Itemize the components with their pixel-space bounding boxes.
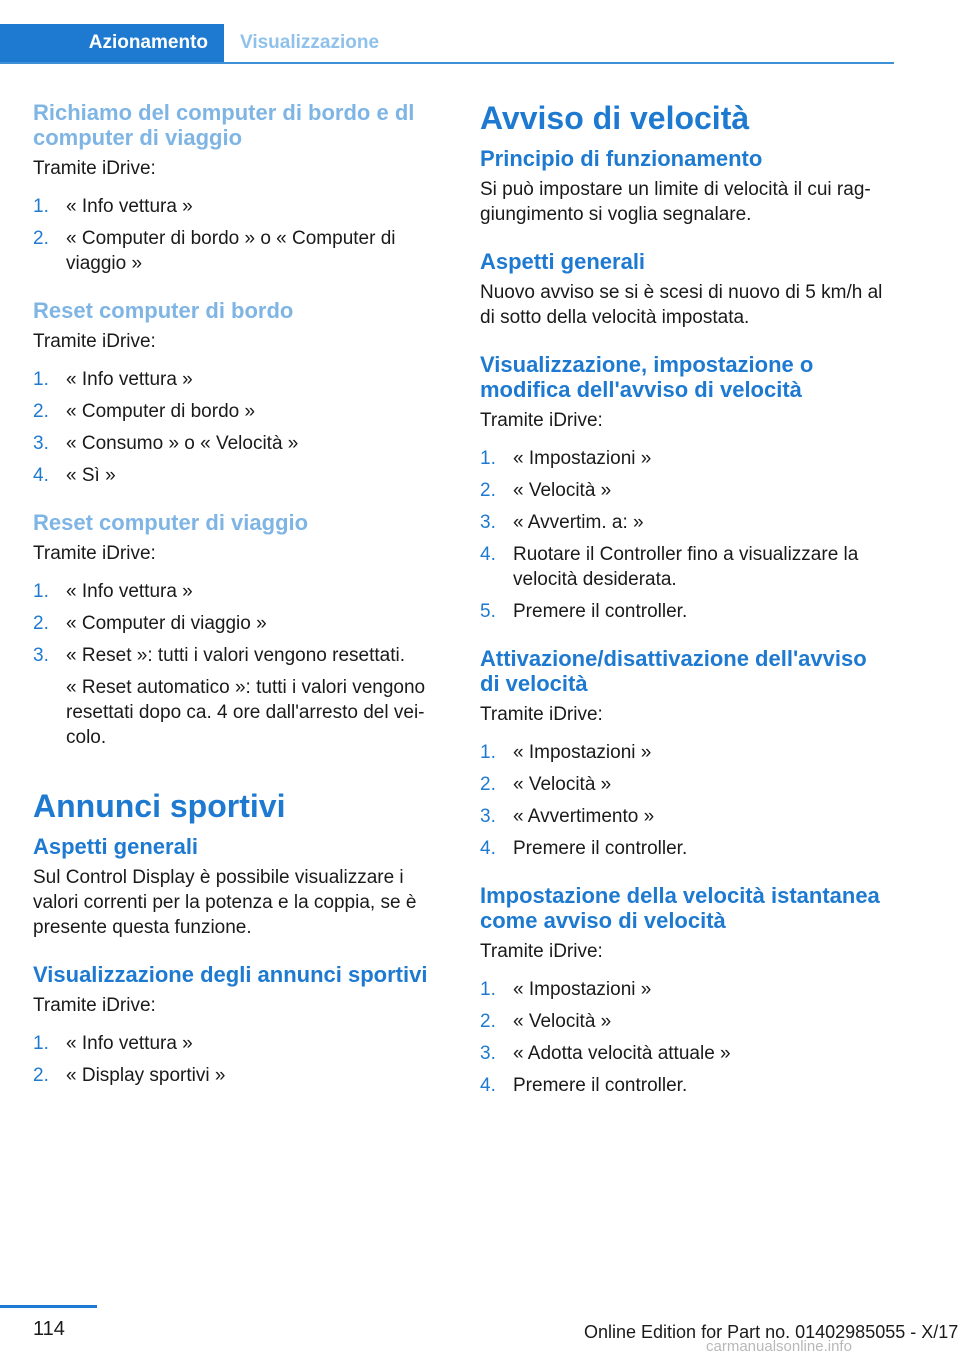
list-item: [33, 399, 445, 424]
step-text: Ruotare il Controller fino a visualizzare la velocità desiderata.: [513, 544, 859, 590]
list-item: [480, 1073, 892, 1098]
step-number: 4.: [480, 544, 496, 565]
step-text: « Display sportivi »: [66, 1065, 226, 1086]
list-item: [480, 446, 892, 471]
step-number: 2.: [480, 1011, 496, 1032]
watermark-text: carmanualsonline.info: [706, 1338, 852, 1355]
list-item: [33, 463, 445, 488]
step-number: 4.: [480, 1075, 496, 1096]
steps-list: [33, 194, 445, 276]
step-text: « Velocità »: [513, 480, 612, 501]
step-number: 3.: [33, 433, 49, 454]
list-item: [480, 977, 892, 1002]
list-item: [480, 510, 892, 535]
step-text: « Avvertimento »: [513, 806, 655, 827]
page-number: 114: [33, 1318, 65, 1340]
step-text: « Consumo » o « Velocità »: [66, 433, 299, 454]
section-title-aspetti-generali: Aspetti generali: [480, 249, 646, 274]
steps-list: [33, 1031, 445, 1088]
step-number: 1.: [33, 581, 49, 602]
list-item: [480, 542, 892, 592]
step-text: « Sì »: [66, 465, 116, 486]
list-item: [480, 740, 892, 765]
step-number: 1.: [480, 742, 496, 763]
steps-list: [480, 446, 892, 624]
chapter-title-avviso: Avviso di velocità: [480, 100, 750, 136]
section-intro: Tramite iDrive:: [33, 995, 156, 1016]
section-title-reset-bordo: Reset computer di bordo: [33, 298, 294, 323]
section-title-visualizzazione-annunci: Visualizzazione degli annunci sportivi: [33, 962, 428, 987]
section-intro: Tramite iDrive:: [480, 704, 603, 725]
list-item: [33, 611, 445, 636]
step-text: « Velocità »: [513, 774, 612, 795]
step-number: 2.: [33, 1065, 49, 1086]
step-number: 1.: [480, 979, 496, 1000]
step-number: 2.: [33, 401, 49, 422]
section-title-aspetti: Aspetti generali: [33, 834, 199, 859]
step-text: « Reset »: tutti i valori vengono resettati.: [66, 645, 406, 666]
steps-list: [33, 367, 445, 488]
step-text: « Avvertim. a: »: [513, 512, 644, 533]
step-text: Premere il controller.: [513, 1075, 688, 1096]
section-paragraph: Sul Control Display è possibile visualizzare i valori correnti per la potenza e la coppia, se è presente questa funzione.: [33, 867, 417, 938]
step-number: 1.: [33, 1033, 49, 1054]
list-item: [480, 599, 892, 624]
step-text: « Impostazioni »: [513, 979, 652, 1000]
step-text: « Computer di bordo »: [66, 401, 256, 422]
tab-azionamento[interactable]: Azionamento: [0, 24, 224, 62]
step-number: 2.: [33, 613, 49, 634]
step-text: Premere il controller.: [513, 838, 688, 859]
section-title-modifica-avviso: Visualizzazione, impostazione o modifica dell'avviso di velocità: [480, 352, 814, 402]
edition-text: Online Edition for Part no. 01402985055 - X/17: [584, 1322, 959, 1342]
footer-rule: [0, 1305, 97, 1308]
step-text: « Info vettura »: [66, 1033, 193, 1054]
list-item: [33, 367, 445, 392]
step-subtext: « Reset automatico »: tutti i valori vengono resettati dopo ca. 4 ore dall'arresto del vei- colo.: [66, 677, 426, 748]
list-item: [33, 194, 445, 219]
step-text: « Info vettura »: [66, 369, 193, 390]
header-bar: [0, 24, 894, 64]
step-text: « Velocità »: [513, 1011, 612, 1032]
section-title-reset-viaggio: Reset computer di viaggio: [33, 510, 309, 535]
step-text: « Computer di viaggio »: [66, 613, 267, 634]
section-intro: Tramite iDrive:: [33, 158, 156, 179]
section-intro: Tramite iDrive:: [480, 410, 603, 431]
list-item: [480, 1009, 892, 1034]
list-item: [480, 836, 892, 861]
list-item: [33, 579, 445, 604]
section-intro: Tramite iDrive:: [33, 331, 156, 352]
list-item: [33, 226, 445, 276]
list-item: [33, 643, 445, 750]
list-item: [480, 804, 892, 829]
section-paragraph: Si può impostare un limite di velocità il cui rag- giungimento si voglia segnalare.: [480, 179, 871, 225]
left-column: [33, 100, 445, 1110]
step-number: 3.: [33, 645, 49, 666]
step-number: 3.: [480, 1043, 496, 1064]
section-title-principio: Principio di funzionamento: [480, 146, 763, 171]
step-number: 2.: [480, 480, 496, 501]
steps-list: [480, 977, 892, 1098]
right-column: [480, 100, 892, 1120]
tab-visualizzazione[interactable]: Visualizzazione: [240, 32, 380, 53]
step-number: 2.: [33, 228, 49, 249]
chapter-title-annunci: Annunci sportivi: [33, 788, 286, 824]
list-item: [480, 772, 892, 797]
step-number: 1.: [33, 196, 49, 217]
step-text: « Info vettura »: [66, 196, 193, 217]
section-title-attivazione: Attivazione/disattivazione dell'avviso di velocità: [480, 646, 867, 696]
step-text: Premere il controller.: [513, 601, 688, 622]
step-text: « Info vettura »: [66, 581, 193, 602]
steps-list: [33, 579, 445, 750]
step-number: 5.: [480, 601, 496, 622]
step-text: « Adotta velocità attuale »: [513, 1043, 731, 1064]
step-text: « Impostazioni »: [513, 742, 652, 763]
section-paragraph: Nuovo avviso se si è scesi di nuovo di 5 km/h al di sotto della velocità impostata.: [480, 282, 883, 328]
section-title-richiamo: Richiamo del computer di bordo e dl computer di viaggio: [33, 100, 415, 150]
step-text: « Impostazioni »: [513, 448, 652, 469]
step-number: 3.: [480, 806, 496, 827]
step-number: 2.: [480, 774, 496, 795]
list-item: [33, 1031, 445, 1056]
spacer: [33, 772, 445, 788]
step-number: 4.: [480, 838, 496, 859]
steps-list: [480, 740, 892, 861]
section-intro: Tramite iDrive:: [480, 941, 603, 962]
section-title-impostazione-istantanea: Impostazione della velocità istantanea come avviso di velocità: [480, 883, 880, 933]
step-number: 1.: [480, 448, 496, 469]
list-item: [480, 1041, 892, 1066]
step-text: « Computer di bordo » o « Computer di viaggio »: [66, 228, 396, 274]
list-item: [33, 1063, 445, 1088]
step-number: 4.: [33, 465, 49, 486]
list-item: [33, 431, 445, 456]
step-number: 3.: [480, 512, 496, 533]
list-item: [480, 478, 892, 503]
step-number: 1.: [33, 369, 49, 390]
section-intro: Tramite iDrive:: [33, 543, 156, 564]
